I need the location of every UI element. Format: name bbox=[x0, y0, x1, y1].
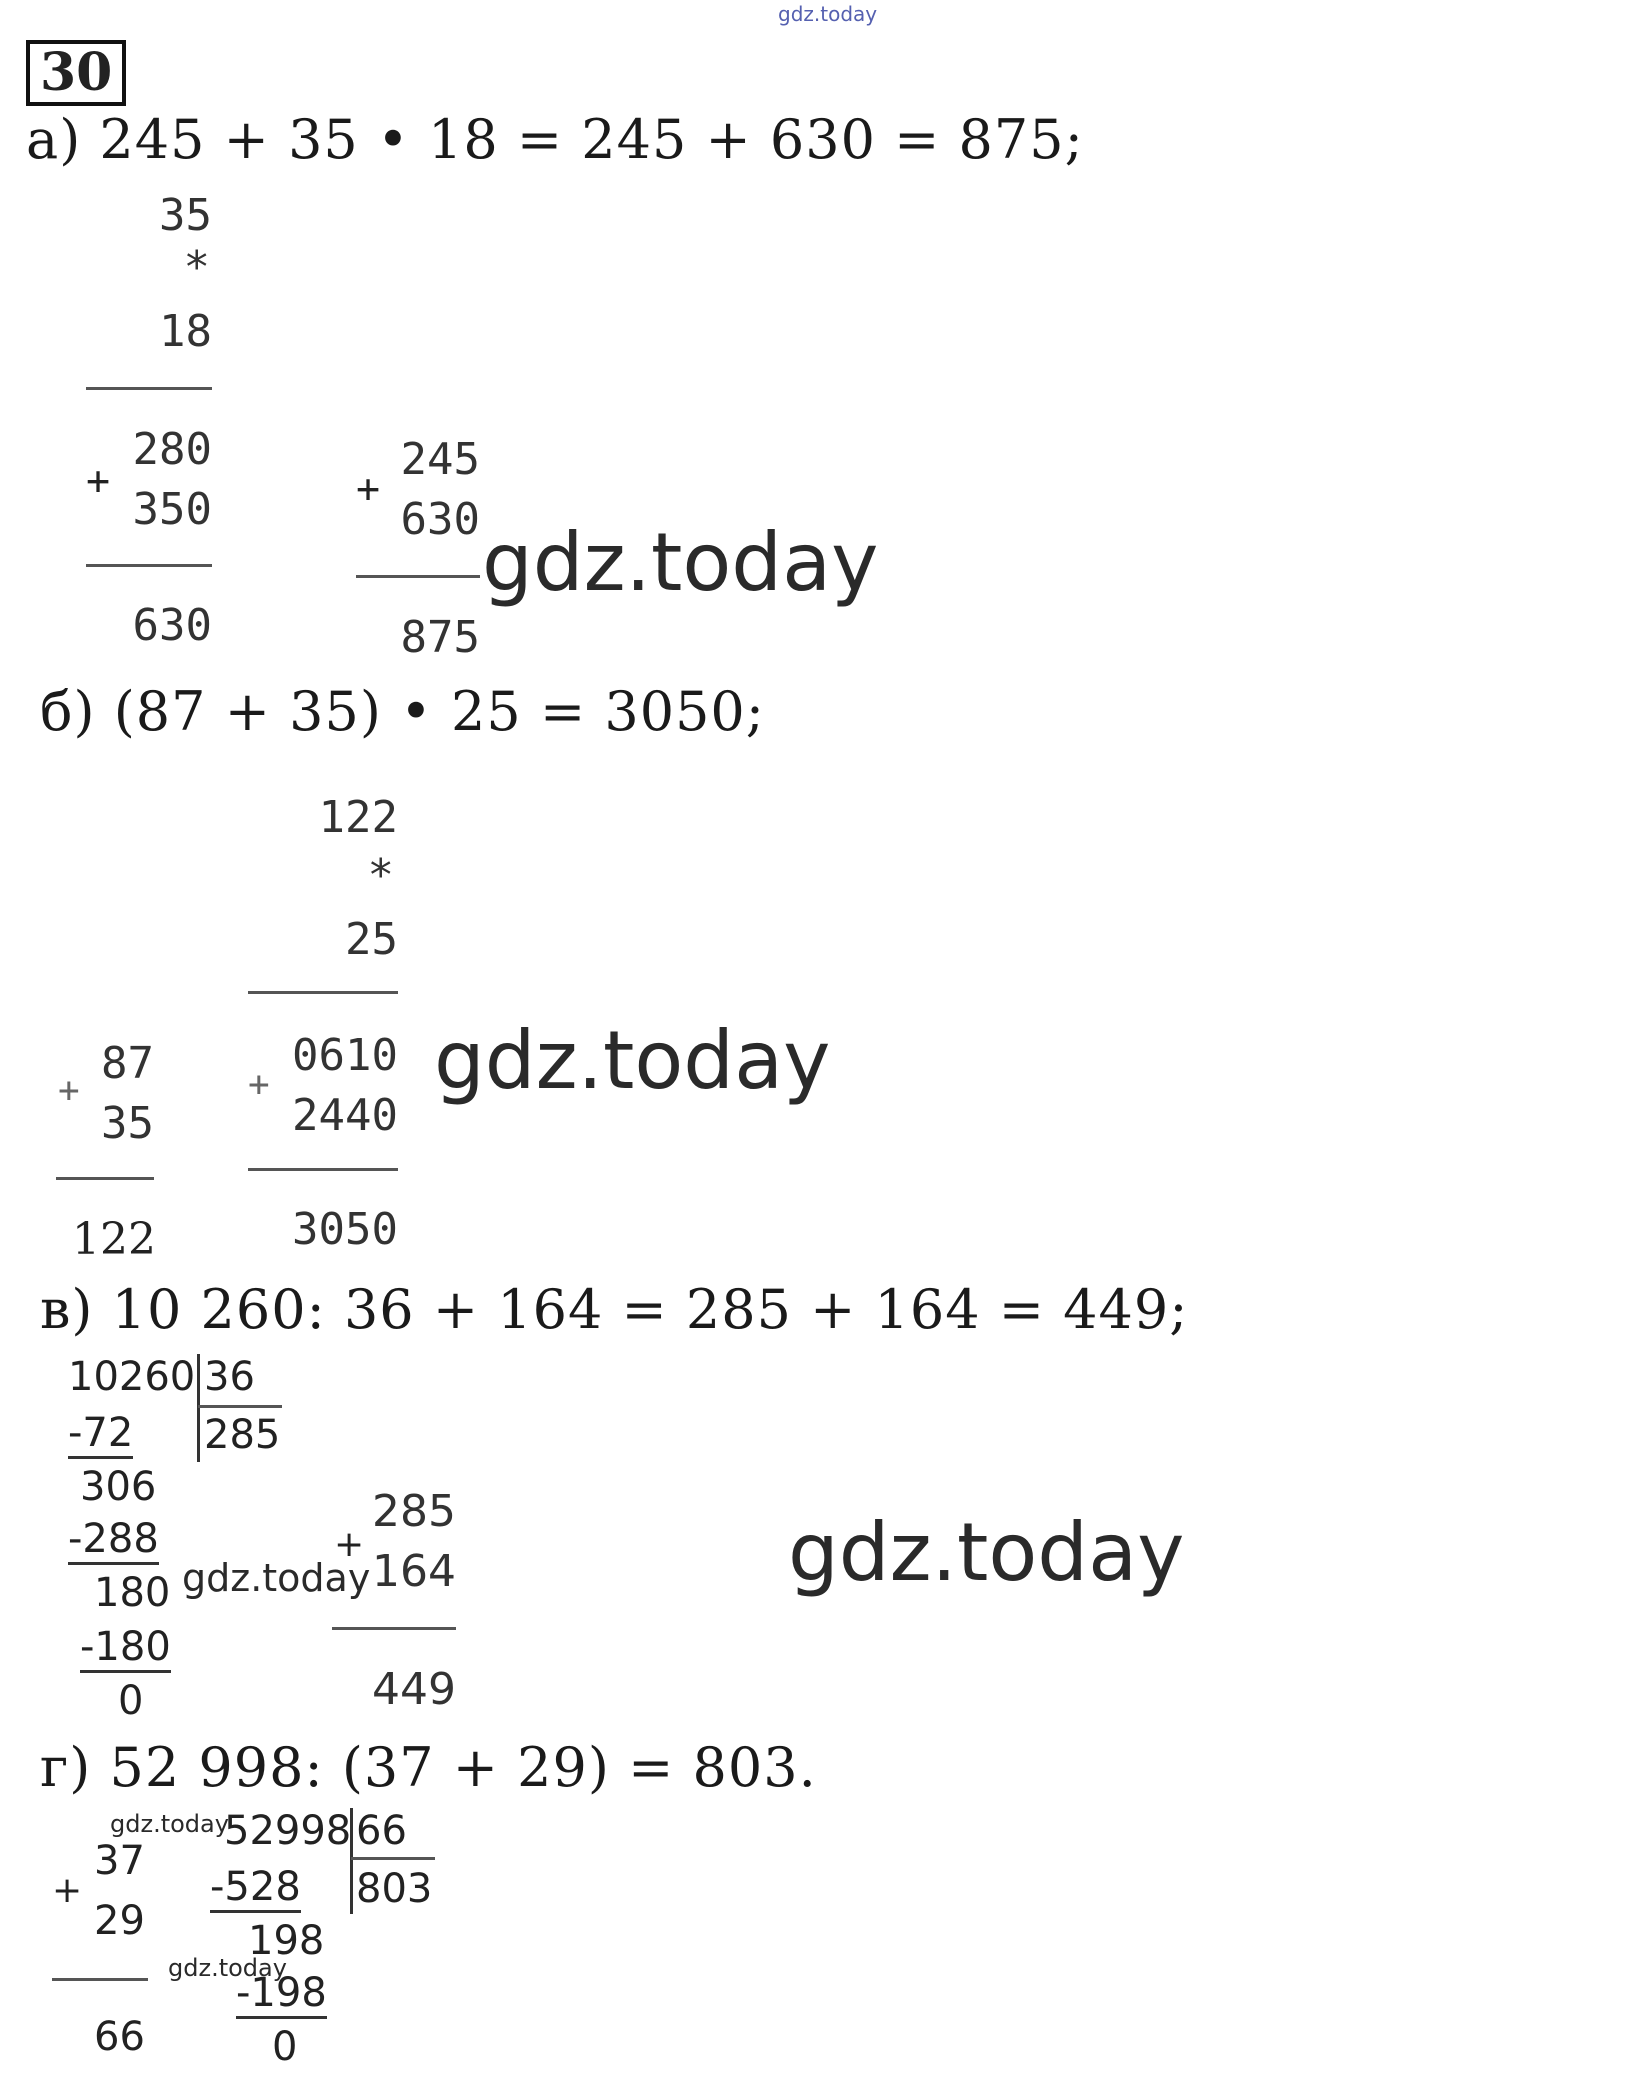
g-step-3: -198 bbox=[236, 1970, 327, 2019]
v-divisor-line bbox=[198, 1405, 282, 1408]
b-mult-sign: * bbox=[367, 850, 394, 901]
a-sum: 875 bbox=[400, 612, 480, 663]
v-step-4: 180 bbox=[94, 1570, 171, 1616]
b-mult-line bbox=[248, 991, 398, 994]
watermark-b: gdz.today bbox=[434, 1014, 831, 1107]
b-add-1: 87 bbox=[101, 1038, 154, 1089]
b-mult-2: 25 bbox=[345, 914, 398, 965]
a-mult-line bbox=[86, 387, 212, 390]
v-division-bar bbox=[197, 1354, 200, 1462]
g-add-line bbox=[52, 1978, 148, 1981]
equation-b: б) (87 + 35) • 25 = 3050; bbox=[40, 680, 765, 743]
v-step-6: 0 bbox=[118, 1678, 144, 1724]
b-mult-1: 122 bbox=[318, 792, 398, 843]
a-plus-1: + bbox=[86, 458, 111, 504]
a-partial-1: 280 bbox=[132, 424, 212, 475]
a-mult-sign: * bbox=[183, 242, 210, 293]
a-partial-line bbox=[86, 564, 212, 567]
g-division-bar bbox=[350, 1808, 353, 1914]
v-step-1: -72 bbox=[68, 1410, 133, 1459]
watermark-g-2: gdz.today bbox=[168, 1954, 287, 1982]
v-step-2: 306 bbox=[80, 1464, 157, 1510]
b-plus-1: + bbox=[58, 1070, 80, 1111]
a-add-2: 630 bbox=[400, 494, 480, 545]
g-add-1: 37 bbox=[94, 1838, 145, 1884]
equation-v: в) 10 260: 36 + 164 = 285 + 164 = 449; bbox=[40, 1278, 1189, 1341]
watermark-top: gdz.today bbox=[778, 2, 878, 26]
g-add-2: 29 bbox=[94, 1898, 145, 1944]
a-add-1: 245 bbox=[400, 434, 480, 485]
g-plus: + bbox=[52, 1870, 83, 1911]
v-sum: 449 bbox=[372, 1664, 456, 1715]
v-add-2: 164 bbox=[372, 1546, 456, 1597]
b-sum: 122 bbox=[72, 1214, 156, 1265]
v-divisor: 36 bbox=[204, 1354, 255, 1400]
b-product: 3050 bbox=[292, 1204, 398, 1255]
a-mult-1: 35 bbox=[159, 190, 212, 241]
watermark-g-1: gdz.today bbox=[110, 1810, 229, 1838]
g-step-2: 198 bbox=[248, 1918, 325, 1964]
g-sum: 66 bbox=[94, 2014, 145, 2060]
equation-a: а) 245 + 35 • 18 = 245 + 630 = 875; bbox=[26, 108, 1084, 171]
b-partial-1: 0610 bbox=[292, 1030, 398, 1081]
equation-g: г) 52 998: (37 + 29) = 803. bbox=[40, 1736, 817, 1799]
g-divisor-line bbox=[351, 1857, 435, 1860]
a-product: 630 bbox=[132, 600, 212, 651]
a-mult-2: 18 bbox=[159, 306, 212, 357]
v-plus: + bbox=[334, 1524, 365, 1565]
g-step-4: 0 bbox=[272, 2024, 298, 2070]
g-dividend: 52998 bbox=[224, 1808, 352, 1854]
v-add-1: 285 bbox=[372, 1486, 456, 1537]
a-add-line bbox=[356, 575, 480, 578]
g-step-1: -528 bbox=[210, 1864, 301, 1913]
v-step-3: -288 bbox=[68, 1516, 159, 1565]
g-quotient: 803 bbox=[356, 1866, 433, 1912]
a-plus-2: + bbox=[356, 466, 381, 512]
b-plus-2: + bbox=[248, 1064, 270, 1105]
g-divisor: 66 bbox=[356, 1808, 407, 1854]
b-add-line bbox=[56, 1177, 154, 1180]
v-add-line bbox=[332, 1627, 456, 1630]
watermark-v-small: gdz.today bbox=[182, 1556, 371, 1600]
watermark-v: gdz.today bbox=[788, 1506, 1185, 1599]
v-quotient: 285 bbox=[204, 1412, 281, 1458]
v-dividend: 10260 bbox=[68, 1354, 196, 1400]
b-add-2: 35 bbox=[101, 1098, 154, 1149]
watermark-a: gdz.today bbox=[482, 516, 879, 609]
b-partial-2: 2440 bbox=[292, 1090, 398, 1141]
a-partial-2: 350 bbox=[132, 484, 212, 535]
b-partial-line bbox=[248, 1168, 398, 1171]
v-step-5: -180 bbox=[80, 1624, 171, 1673]
problem-number: 30 bbox=[26, 40, 126, 106]
